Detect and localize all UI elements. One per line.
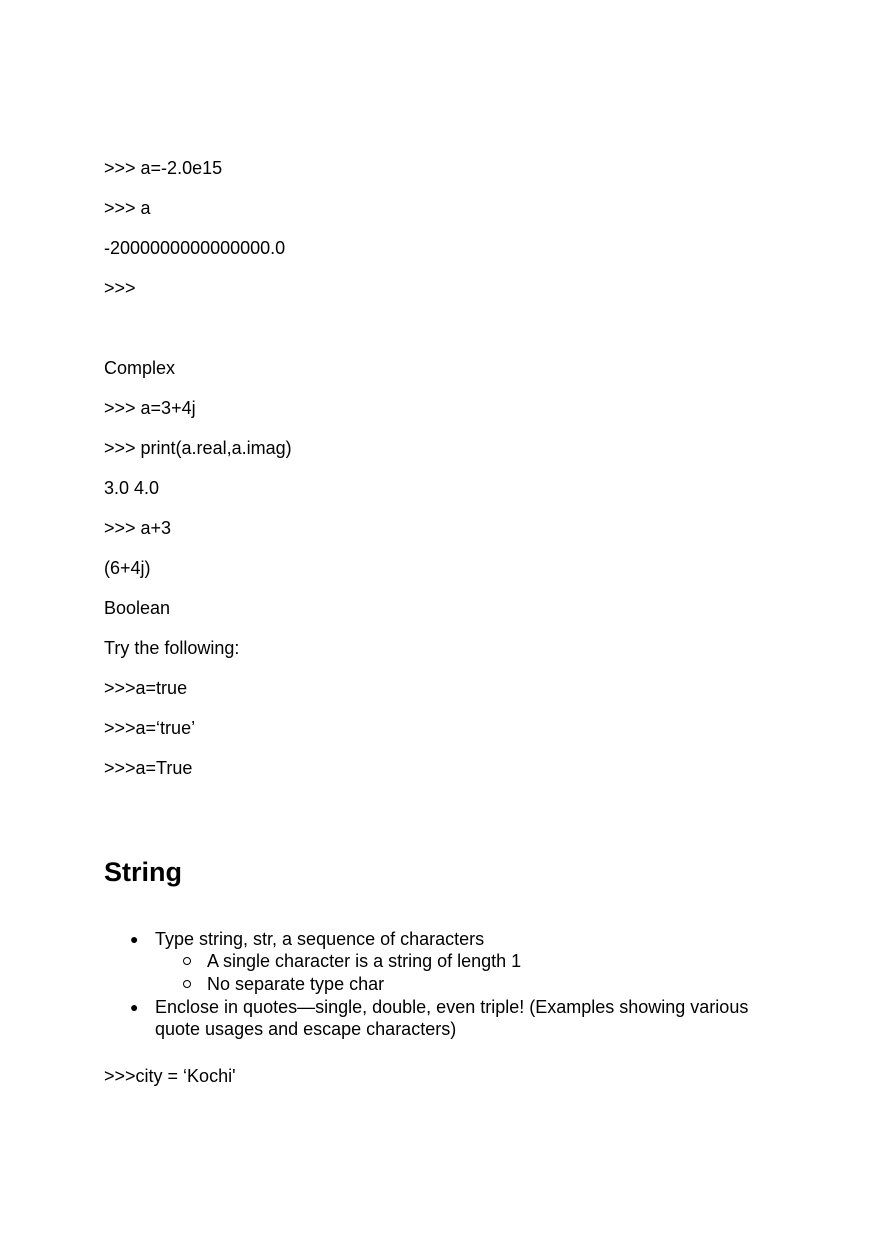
code-line: >>> a=-2.0e15 (104, 158, 223, 178)
code-line: >>> a (104, 198, 151, 218)
code-line: >>> a+3 (104, 518, 172, 538)
sub-list-item: A single character is a string of length 1 (207, 951, 522, 971)
code-line: >>>city = ‘Kochi' (104, 1066, 236, 1086)
heading-string: String (104, 857, 182, 887)
sub-list-item: No separate type char (207, 974, 385, 994)
output-line: 3.0 4.0 (104, 478, 160, 498)
bullet-dot-icon: ● (130, 931, 139, 947)
bullet-circle-icon (183, 957, 191, 965)
code-line: >>> print(a.real,a.imag) (104, 438, 292, 458)
list-item: Type string, str, a sequence of characters (155, 929, 485, 949)
code-line: >>> (104, 278, 136, 298)
bullet-circle-icon (183, 980, 191, 988)
code-line: >>>a=True (104, 758, 193, 778)
output-line: -2000000000000000.0 (104, 238, 286, 258)
instruction-text: Try the following: (104, 638, 240, 658)
list-item: Enclose in quotes—single, double, even triple! (Examples showing various (155, 997, 749, 1017)
section-label-complex: Complex (104, 358, 176, 378)
code-line: >>>a=‘true’ (104, 718, 196, 738)
output-line: (6+4j) (104, 558, 151, 578)
section-label-boolean: Boolean (104, 598, 171, 618)
bullet-dot-icon: ● (130, 999, 139, 1015)
code-line: >>> a=3+4j (104, 398, 196, 418)
code-line: >>>a=true (104, 678, 188, 698)
list-item-continuation: quote usages and escape characters) (155, 1019, 457, 1039)
